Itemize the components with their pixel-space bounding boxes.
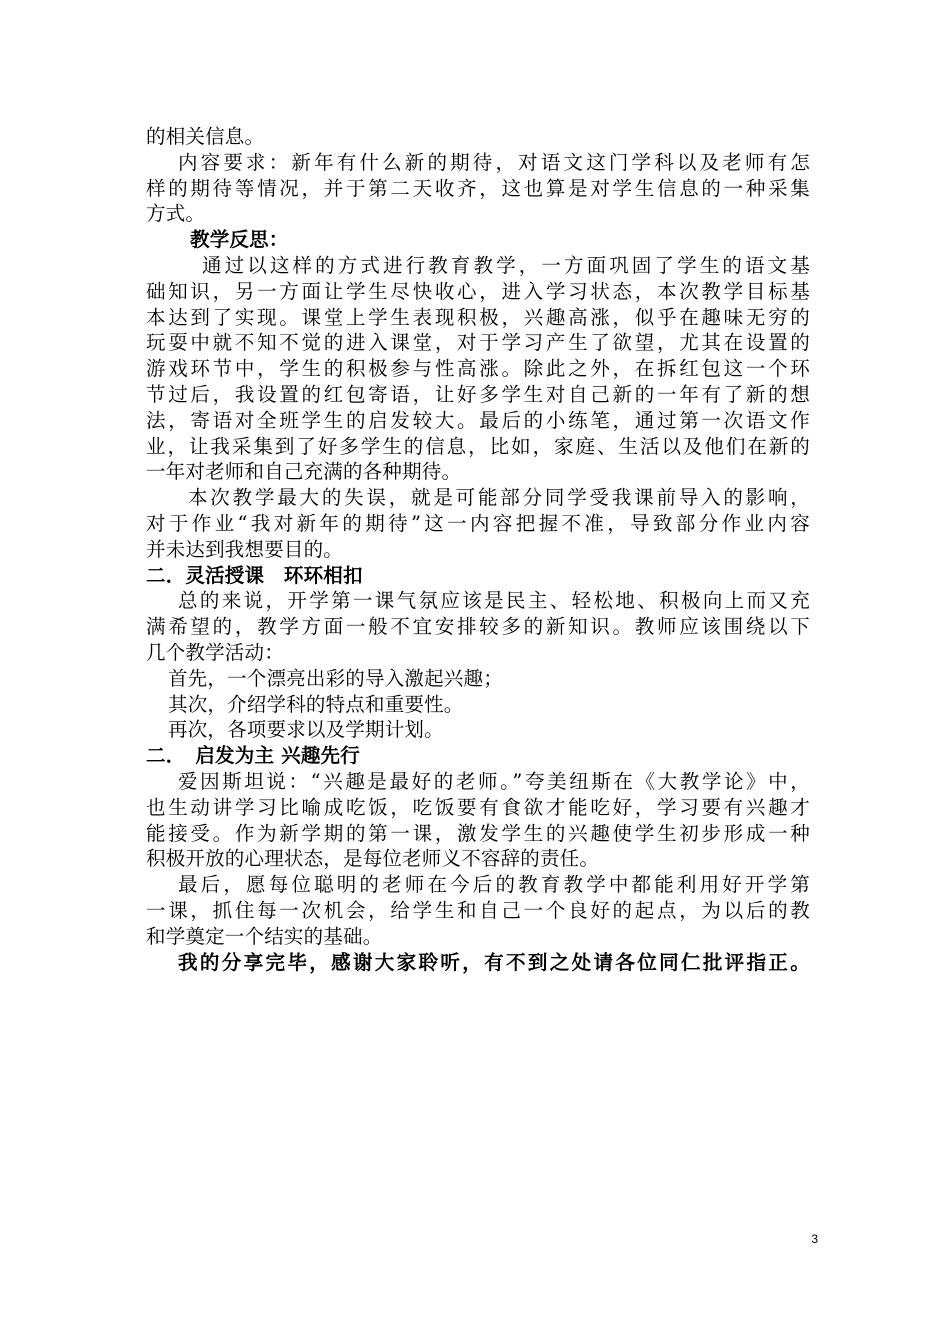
text-line: 也生动讲学习比喻成吃饭，吃饭要有食欲才能吃好，学习要有兴趣才 bbox=[146, 795, 810, 819]
text-line: 玩耍中就不知不觉的进入课堂，对于学习产生了欲望，尤其在设置的 bbox=[146, 331, 810, 355]
text-line: 一年对老师和自己充满的各种期待。 bbox=[146, 460, 462, 484]
text-line: 法，寄语对全班学生的启发较大。最后的小练笔，通过第一次语文作 bbox=[146, 408, 810, 432]
text-line: 业，让我采集到了好多学生的信息，比如，家庭、生活以及他们在新的 bbox=[146, 434, 810, 458]
text-line: 本次教学最大的失误，就是可能部分同学受我课前导入的影响， bbox=[188, 486, 810, 510]
text-line: 的相关信息。 bbox=[146, 125, 265, 148]
heading-line: 二． 启发为主 兴趣先行 bbox=[146, 744, 360, 768]
text-line: 能接受。作为新学期的第一课，激发学生的兴趣使学生初步形成一种 bbox=[146, 821, 810, 845]
text-line: 爱因斯坦说：“兴趣是最好的老师。”夸美纽斯在《大教学论》中， bbox=[178, 770, 810, 793]
heading-line: 我的分享完毕，感谢大家聆听，有不到之处请各位同仁批评指正。 bbox=[178, 950, 810, 974]
text-line: 一课，抓住每一次机会，给学生和自己一个良好的起点，为以后的教 bbox=[146, 899, 810, 922]
text-line: 方式。 bbox=[146, 202, 206, 226]
text-line: 和学奠定一个结实的基础。 bbox=[146, 924, 383, 948]
text-line: 础知识，另一方面让学生尽快收心，进入学习状态，本次教学目标基 bbox=[146, 279, 810, 303]
heading-line: 二．灵活授课 环环相扣 bbox=[146, 563, 363, 587]
text-line: 其次，介绍学科的特点和重要性。 bbox=[168, 692, 464, 716]
text-line: 本达到了实现。课堂上学生表现积极，兴趣高涨，似乎在趣味无穷的 bbox=[146, 305, 810, 329]
text-line: 首先，一个漂亮出彩的导入激起兴趣； bbox=[168, 666, 503, 690]
text-line: 总的来说，开学第一课气氛应该是民主、轻松地、积极向上而又充 bbox=[178, 589, 810, 613]
text-line: 并未达到我想要目的。 bbox=[146, 537, 344, 561]
heading-line: 教学反思： bbox=[190, 228, 289, 252]
text-line: 游戏环节中，学生的积极参与性高涨。除此之外，在拆红包这一个环 bbox=[146, 357, 810, 381]
text-line: 节过后，我设置的红包寄语，让好多学生对自己新的一年有了新的想 bbox=[146, 383, 810, 406]
text-line: 样的期待等情况，并于第二天收齐，这也算是对学生信息的一种采集 bbox=[146, 176, 810, 200]
text-line: 对于作业“我对新年的期待”这一内容把握不准，导致部分作业内容 bbox=[146, 512, 810, 535]
text-line: 满希望的，教学方面一般不宜安排较多的新知识。教师应该围绕以下 bbox=[146, 615, 810, 639]
page-number: 3 bbox=[811, 1232, 818, 1246]
text-line: 再次，各项要求以及学期计划。 bbox=[168, 718, 444, 742]
text-line: 通过以这样的方式进行教育教学，一方面巩固了学生的语文基 bbox=[202, 254, 810, 277]
text-line: 积极开放的心理状态，是每位老师义不容辞的责任。 bbox=[146, 847, 600, 871]
text-line: 几个教学活动： bbox=[146, 641, 284, 664]
text-line: 内容要求：新年有什么新的期待，对语文这门学科以及老师有怎 bbox=[178, 150, 810, 174]
text-line: 最后，愿每位聪明的老师在今后的教育教学中都能利用好开学第 bbox=[178, 873, 810, 897]
